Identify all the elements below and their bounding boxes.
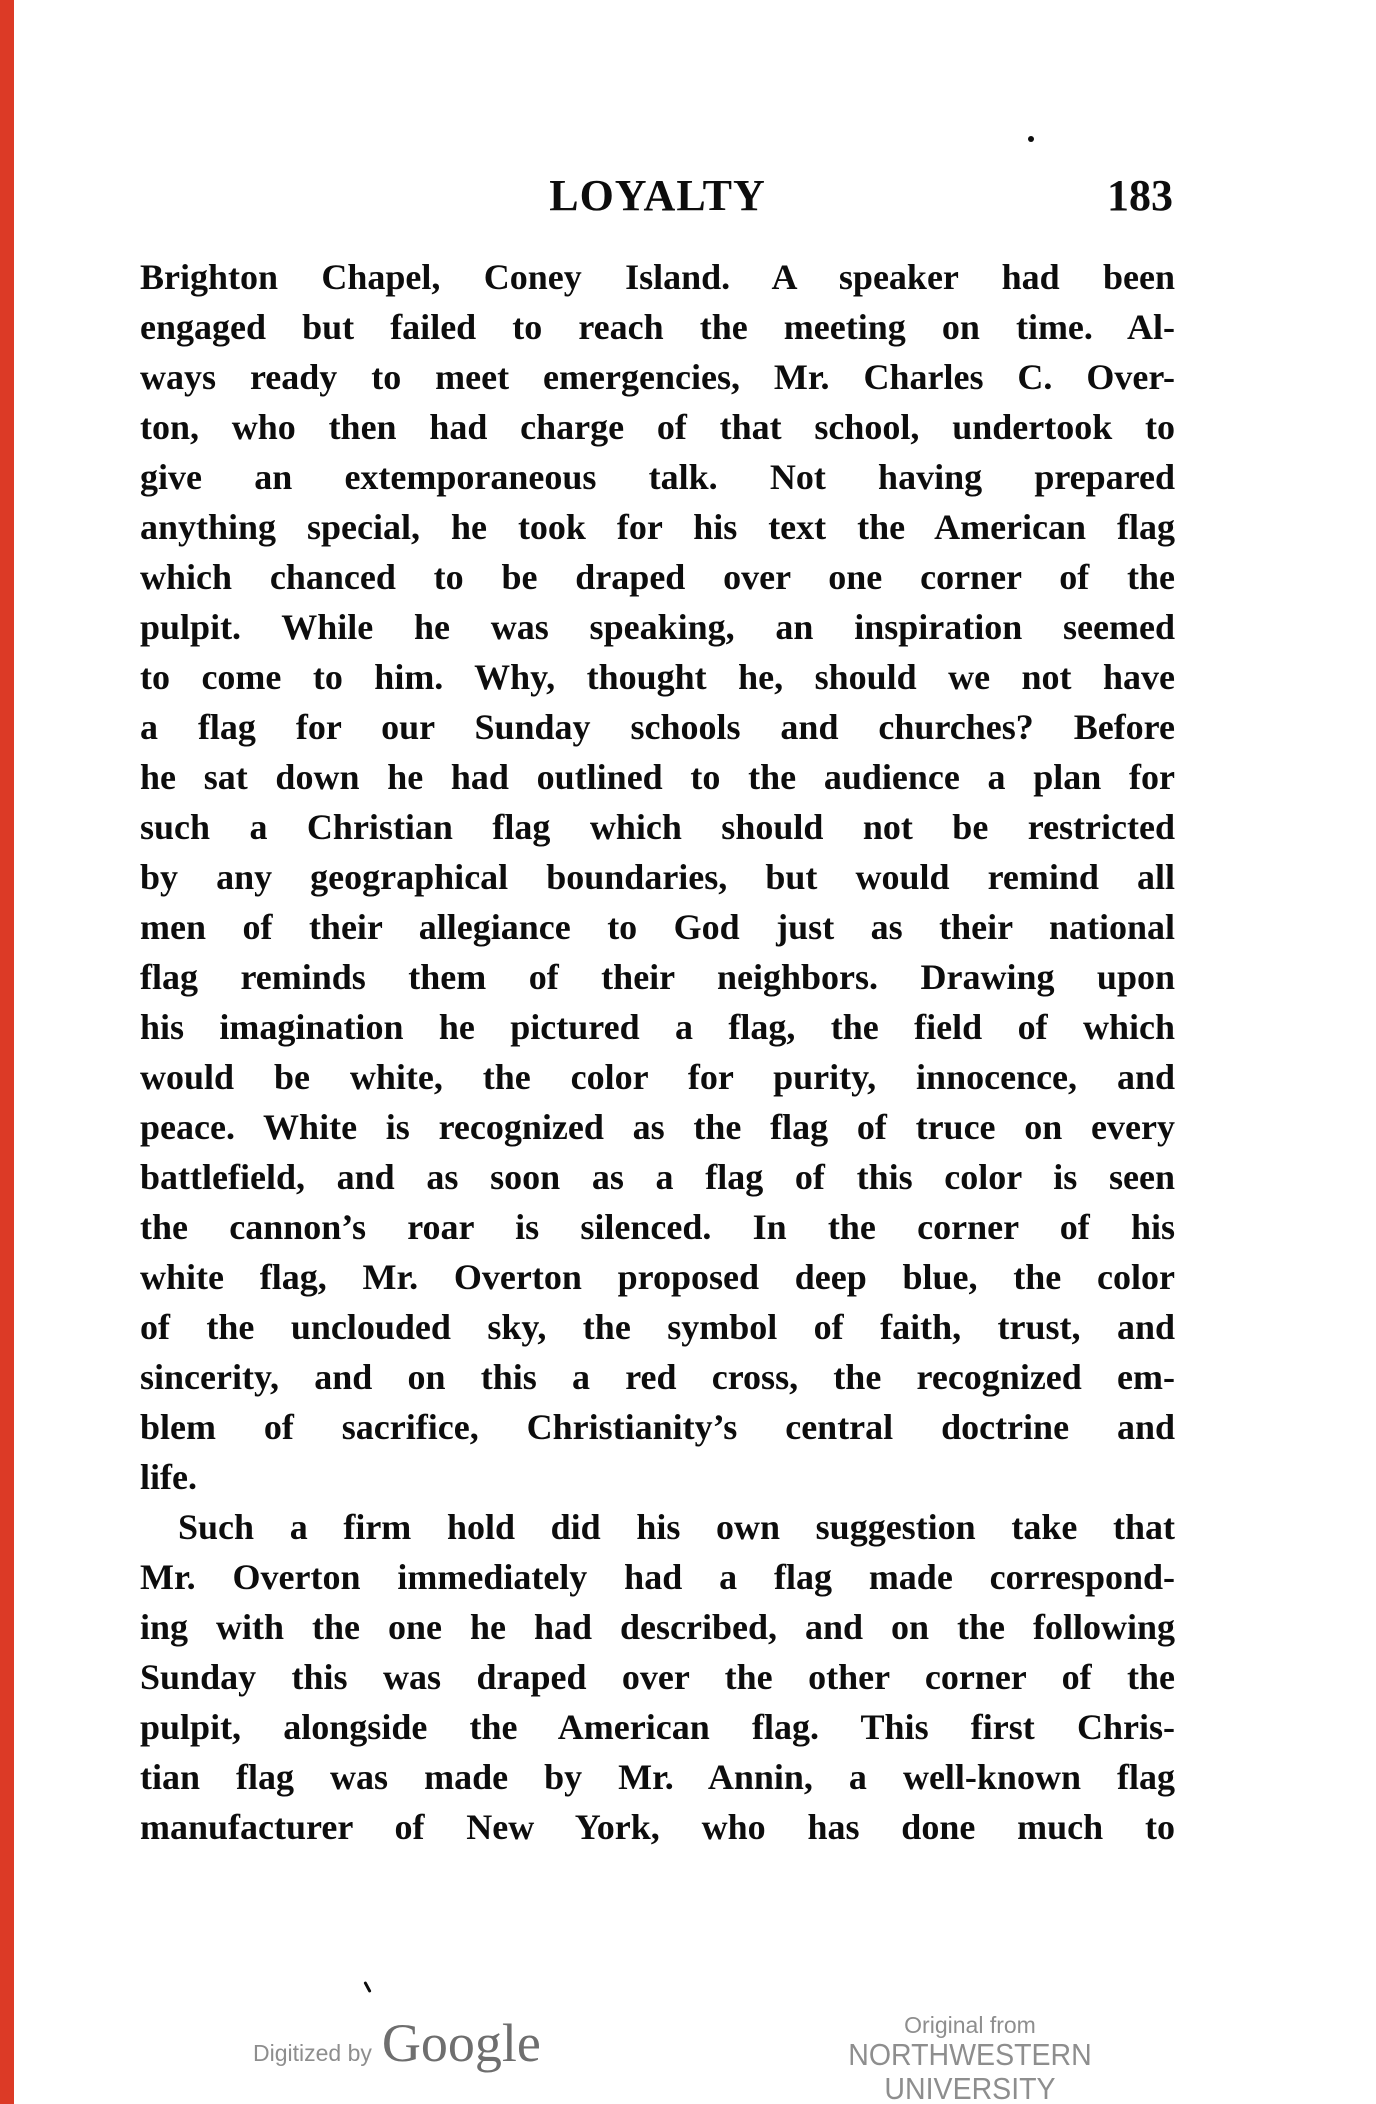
text-line: give an extemporaneous talk. Not having prepared <box>140 457 1175 497</box>
provenance-watermark <box>770 2012 1170 2104</box>
google-logo: Google <box>381 2013 541 2073</box>
text-line: life. <box>140 1457 197 1497</box>
text-line: by any geographical boundaries, but would remind all <box>140 857 1175 897</box>
text-line: men of their allegiance to God just as their national <box>140 907 1175 947</box>
text-line: ways ready to meet emergencies, Mr. Charles C. Over- <box>140 357 1175 397</box>
scan-speck-tick <box>363 1981 371 1993</box>
text-line: battlefield, and as soon as a flag of this color is seen <box>140 1157 1175 1197</box>
text-line: blem of sacrifice, Christianity’s central doctrine and <box>140 1407 1175 1447</box>
text-line: which chanced to be draped over one corner of the <box>140 557 1175 597</box>
text-line: pulpit, alongside the American flag. This first Chris- <box>140 1707 1175 1747</box>
text-line: such a Christian flag which should not be restricted <box>140 807 1175 847</box>
original-from-label: Original from <box>904 2012 1036 2038</box>
page-title: LOYALTY <box>549 171 766 220</box>
text-line: he sat down he had outlined to the audience a plan for <box>140 757 1175 797</box>
text-block <box>140 252 1175 1852</box>
text-line: pulpit. While he was speaking, an inspiration seemed <box>140 607 1175 647</box>
google-watermark <box>253 2012 541 2092</box>
scan-speck-dot <box>1028 136 1034 142</box>
text-line: Sunday this was draped over the other corner of the <box>140 1657 1175 1697</box>
digitized-by-label: Digitized by <box>253 2040 372 2066</box>
text-line: tian flag was made by Mr. Annin, a well-known flag <box>140 1757 1175 1797</box>
text-line: flag reminds them of their neighbors. Drawing upon <box>140 957 1175 997</box>
text-line: ing with the one he had described, and on the following <box>140 1607 1175 1647</box>
text-line: manufacturer of New York, who has done much to <box>140 1807 1175 1847</box>
text-line: Brighton Chapel, Coney Island. A speaker had been <box>140 257 1175 297</box>
text-line: of the unclouded sky, the symbol of faith, trust, and <box>140 1307 1175 1347</box>
text-line: would be white, the color for purity, innocence, and <box>140 1057 1175 1097</box>
text-line: ton, who then had charge of that school, undertook to <box>140 407 1175 447</box>
text-line: his imagination he pictured a flag, the field of which <box>140 1007 1175 1047</box>
text-line: to come to him. Why, thought he, should we not have <box>140 657 1175 697</box>
running-head <box>140 170 1175 222</box>
text-line: engaged but failed to reach the meeting on time. Al- <box>140 307 1175 347</box>
text-line: sincerity, and on this a red cross, the recognized em- <box>140 1357 1175 1397</box>
text-line: anything special, he took for his text the American flag <box>140 507 1175 547</box>
text-line: Mr. Overton immediately had a flag made correspond- <box>140 1557 1175 1597</box>
text-line: Such a firm hold did his own suggestion take that <box>178 1507 1175 1547</box>
text-line: a flag for our Sunday schools and churches? Before <box>140 707 1175 747</box>
text-line: peace. White is recognized as the flag of truce on every <box>140 1107 1175 1147</box>
text-line: the cannon’s roar is silenced. In the corner of his <box>140 1207 1175 1247</box>
institution-label: NORTHWESTERN UNIVERSITY <box>848 2037 1092 2104</box>
page-number: 183 <box>1107 171 1173 220</box>
scan-edge-strip <box>0 0 14 2104</box>
text-line: white flag, Mr. Overton proposed deep blue, the color <box>140 1257 1175 1297</box>
